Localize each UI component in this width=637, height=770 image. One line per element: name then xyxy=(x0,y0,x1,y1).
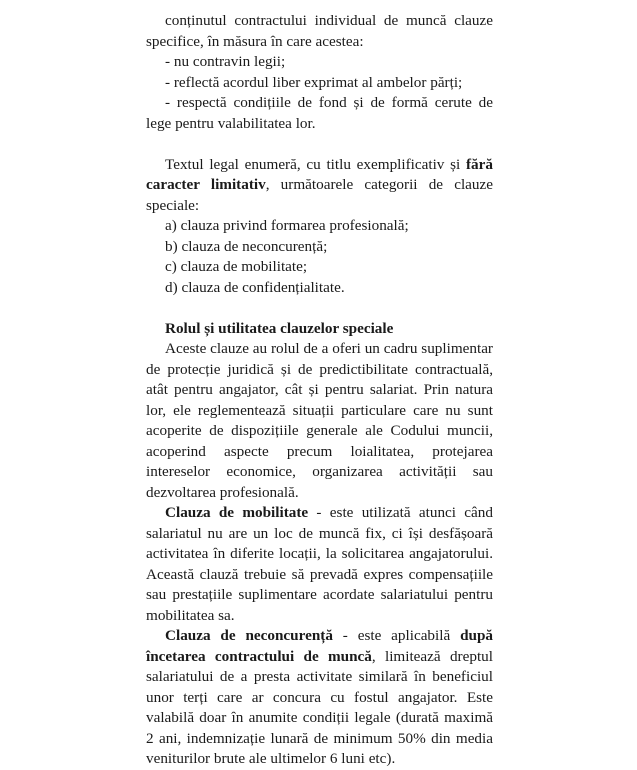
legal-enumeration-tail: , următoarele categorii de clauze speciale: xyxy=(146,176,493,214)
list-item-dash-1: - nu contravin legii; xyxy=(165,53,286,70)
paragraph-legal-enumeration xyxy=(146,155,493,217)
list-item-c: c) clauza de mobilitate; xyxy=(165,258,308,275)
paragraph-spacer-1 xyxy=(146,134,493,155)
clauza-mobilitate-term: Clauza de mobilitate xyxy=(165,504,309,521)
list-item-dash-2: - reflectă acordul liber exprimat al ambelor părți; xyxy=(165,73,463,91)
clauza-neconcurenta-term: Clauza de neconcurență xyxy=(165,627,333,644)
section-heading-rolul: Rolul și utilitatea clauzelor speciale xyxy=(165,319,394,337)
text-column xyxy=(146,11,493,770)
paragraph-spacer-2 xyxy=(146,298,493,319)
paragraph-clauza-neconcurenta xyxy=(146,626,493,770)
list-item-dash-3: - respectă condițiile de fond și de formă cerute de lege pentru valabilitatea lor. xyxy=(146,94,493,132)
paragraph-clauza-mobilitate xyxy=(146,503,493,626)
clauza-neconcurenta-emphasis: după încetarea contractului de muncă xyxy=(146,627,494,665)
list-item-b: b) clauza de neconcurență; xyxy=(165,237,328,255)
legal-enumeration-lead: Textul legal enumeră, cu titlu exemplificativ și xyxy=(165,155,466,173)
paragraph-continuation: conținutul contractului individual de muncă clauze specifice, în măsura în care acestea: xyxy=(146,12,493,50)
list-item-a: a) clauza privind formarea profesională; xyxy=(165,217,409,234)
clauza-neconcurenta-mid: - este aplicabilă xyxy=(332,627,461,644)
legal-enumeration-emphasis: fără caracter limitativ xyxy=(146,155,493,193)
paragraph-rolul-body: Aceste clauze au rolul de a oferi un cadru suplimentar de protecție juridică și de predictibilitate contractuală, atât pentru angajator, cât și pentru salariat. Prin natura lor, ele reglementează situații particulare care nu sunt acoperite de dispozițiile generale ale Codului muncii, acoperind aspecte precum loialitatea, protejarea intereselor economice, organizarea activității sau dezvoltarea profesională. xyxy=(146,340,493,501)
clauza-mobilitate-body: - este utilizată atunci când salariatul nu are un loc de muncă fix, ci își desfășoară activitatea în diferite locații, la solicitarea angajatorului. Această clauză trebuie să prevadă expres compensațiile sau prestațiile suplimentare acordate salariatului pentru mobilitatea sa. xyxy=(146,504,493,624)
list-item-d: d) clauza de confidențialitate. xyxy=(165,278,345,296)
clauza-neconcurenta-body: , limitează dreptul salariatului de a presta activitate similară în beneficiul unor terți care ar concura cu fostul angajator. Este valabilă doar în anumite condiții legale (durată maximă 2 ani, indemnizație lunară de minimum 50% din media veniturilor brute ale ultimelor 6 luni etc). xyxy=(146,647,493,767)
